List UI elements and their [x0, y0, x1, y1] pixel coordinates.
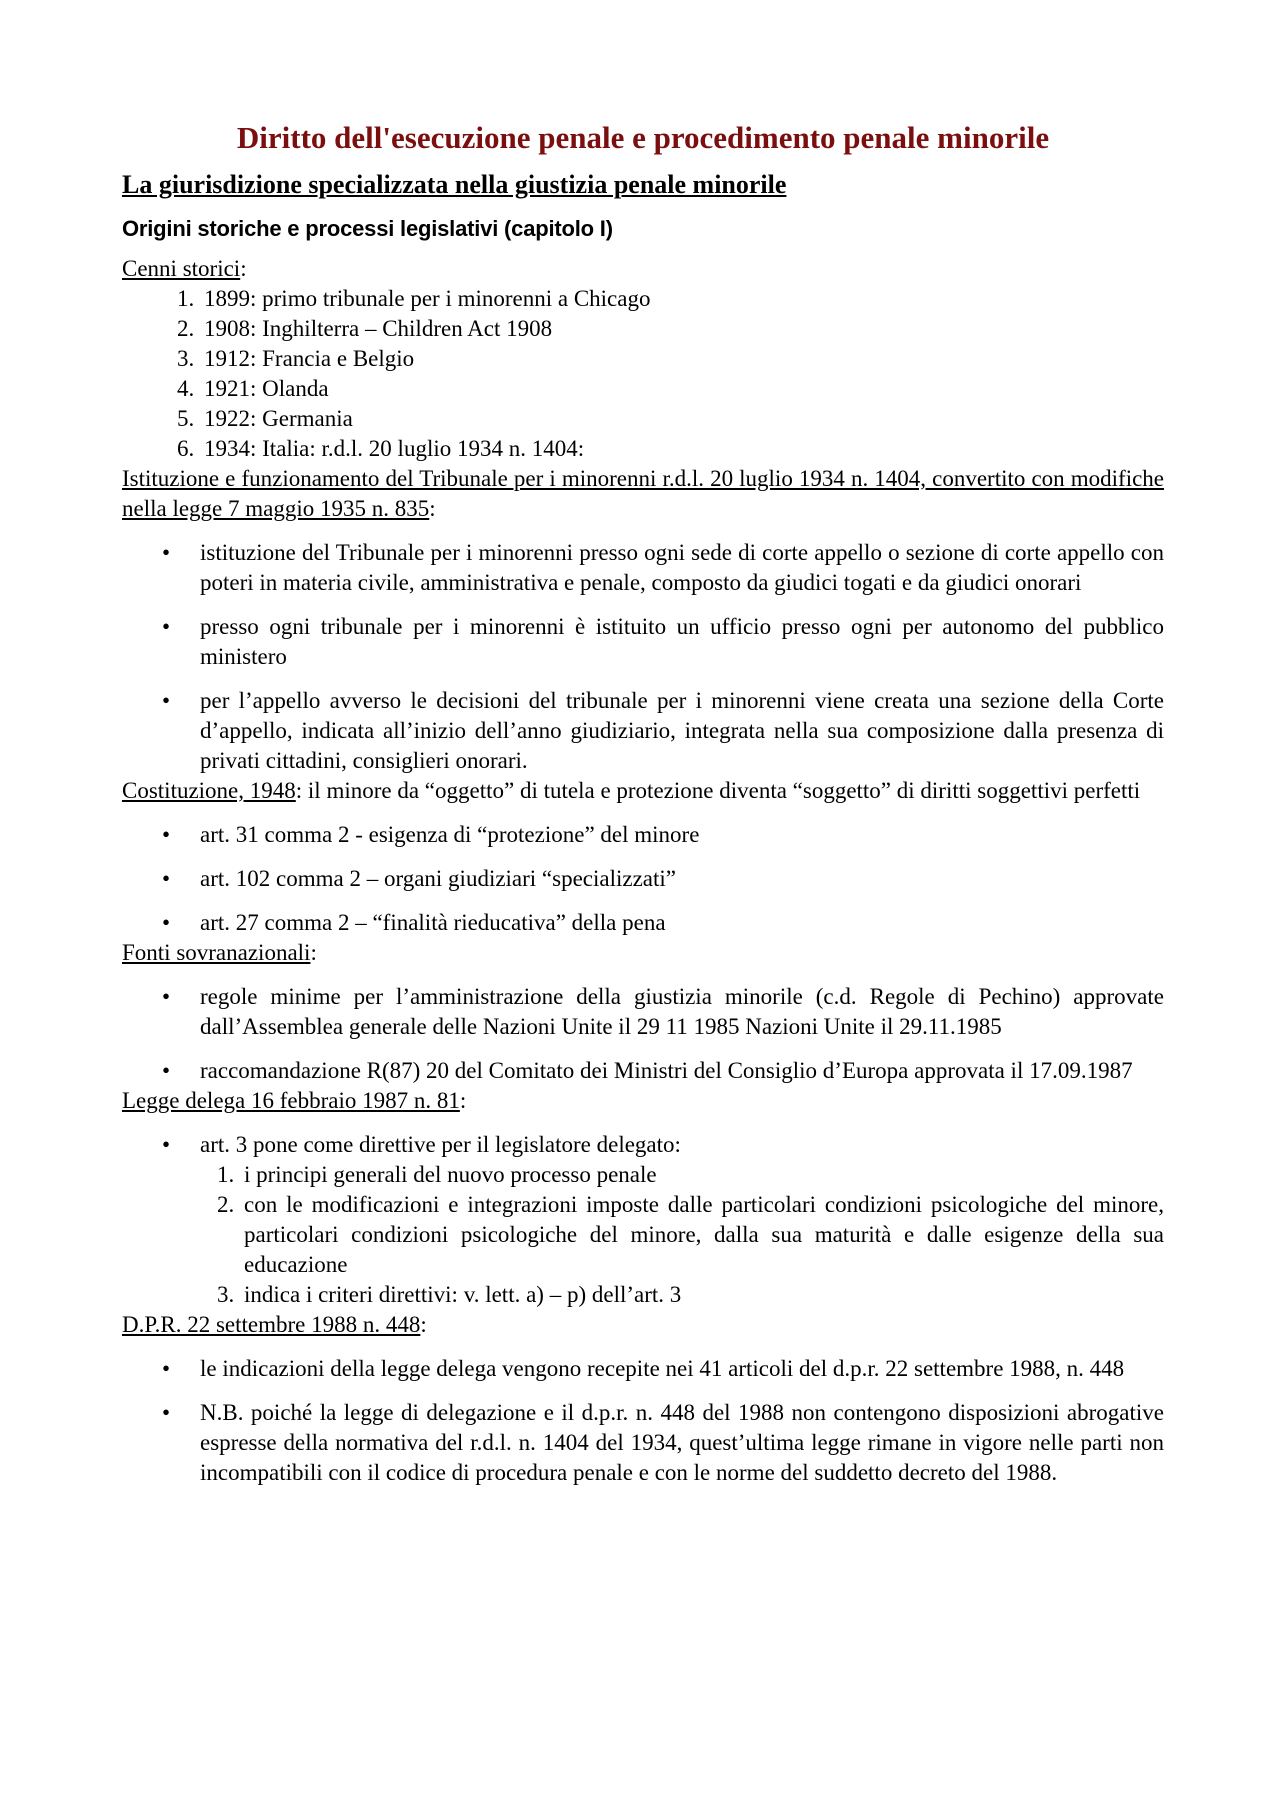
- list-item: [200, 1130, 1164, 1310]
- list-item: 1. 1899: primo tribunale per i minorenni a Chicago: [200, 284, 1164, 314]
- dpr-label: D.P.R. 22 settembre 1988 n. 448: [122, 1312, 421, 1337]
- list-item: 2. 1908: Inghilterra – Children Act 1908: [200, 314, 1164, 344]
- section-heading: Origini storiche e processi legislativi (capitolo I): [122, 216, 613, 241]
- cenni-label: Cenni storici: [122, 256, 241, 281]
- document-content: [122, 118, 1164, 1488]
- fonti-heading: Fonti sovranazionali:: [122, 940, 317, 965]
- list-item: • art. 102 comma 2 – organi giudiziari “specializzati”: [200, 864, 1164, 894]
- dpr-list: [122, 1354, 1164, 1488]
- legge-delega-sublist: [200, 1160, 1164, 1310]
- istituzione-heading: Istituzione e funzionamento del Tribunale per i minorenni r.d.l. 20 luglio 1934 n. 1404, convertito con modifiche nella legge 7 maggio 1935 n. 835:: [122, 466, 1164, 521]
- costituzione-text: : il minore da “oggetto” di tutela e protezione diventa “soggetto” di diritti soggettivi perfetti: [295, 778, 1141, 803]
- list-item: • le indicazioni della legge delega vengono recepite nei 41 articoli del d.p.r. 22 settembre 1988, n. 448: [200, 1354, 1164, 1384]
- list-item: 6. 1934: Italia: r.d.l. 20 luglio 1934 n. 1404:: [200, 434, 1164, 464]
- document-subtitle: La giurisdizione specializzata nella giustizia penale minorile: [122, 170, 787, 199]
- list-item: • istituzione del Tribunale per i minorenni presso ogni sede di corte appello o sezione di corte appello con poteri in materia civile, amministrativa e penale, composto da giudici togati e da giudici onorari: [200, 538, 1164, 598]
- list-item: • presso ogni tribunale per i minorenni è istituito un ufficio presso ogni per autonomo del pubblico ministero: [200, 612, 1164, 672]
- legge-delega-list: [122, 1130, 1164, 1310]
- istituzione-label: Istituzione e funzionamento del Tribunale per i minorenni r.d.l. 20 luglio 1934 n. 1404, convertito con modifiche nella legge 7 maggio 1935 n. 835: [122, 466, 1164, 521]
- list-item: 5. 1922: Germania: [200, 404, 1164, 434]
- cenni-list: [122, 284, 1164, 464]
- list-item: 4. 1921: Olanda: [200, 374, 1164, 404]
- list-item: 3. indica i criteri direttivi: v. lett. a) – p) dell’art. 3: [240, 1280, 1164, 1310]
- list-item: • art. 27 comma 2 – “finalità rieducativa” della pena: [200, 908, 1164, 938]
- list-item: • N.B. poiché la legge di delegazione e il d.p.r. n. 448 del 1988 non contengono disposizioni abrogative espresse della normativa del r.d.l. n. 1404 del 1934, quest’ultima legge rimane in vigore nelle parti non incompatibili con il codice di procedura penale e con le norme del suddetto decreto del 1988.: [200, 1398, 1164, 1488]
- list-item: • art. 31 comma 2 - esigenza di “protezione” del minore: [200, 820, 1164, 850]
- list-item: 3. 1912: Francia e Belgio: [200, 344, 1164, 374]
- list-item: • raccomandazione R(87) 20 del Comitato dei Ministri del Consiglio d’Europa approvata il 17.09.1987: [200, 1056, 1164, 1086]
- costituzione-label: Costituzione, 1948: [122, 778, 296, 803]
- list-item: • regole minime per l’amministrazione della giustizia minorile (c.d. Regole di Pechino) approvate dall’Assemblea generale delle Nazioni Unite il 29 11 1985 Nazioni Unite il 29.11.1985: [200, 982, 1164, 1042]
- list-item: 2. con le modificazioni e integrazioni imposte dalle particolari condizioni psicologiche del minore, particolari condizioni psicologiche del minore, dalla sua maturità e dalle esigenze della sua educazione: [240, 1190, 1164, 1280]
- legge-delega-label: Legge delega 16 febbraio 1987 n. 81: [122, 1088, 460, 1113]
- cenni-heading: Cenni storici:: [122, 256, 247, 281]
- list-item: 1. i principi generali del nuovo processo penale: [240, 1160, 1164, 1190]
- costituzione-list: [122, 820, 1164, 938]
- fonti-list: [122, 982, 1164, 1086]
- istituzione-list: [122, 538, 1164, 776]
- dpr-heading: D.P.R. 22 settembre 1988 n. 448:: [122, 1312, 427, 1337]
- legge-delega-bullet-text: art. 3 pone come direttive per il legislatore delegato:: [200, 1132, 681, 1157]
- fonti-label: Fonti sovranazionali: [122, 940, 311, 965]
- document-title: Diritto dell'esecuzione penale e procedimento penale minorile: [236, 120, 1050, 155]
- legge-delega-heading: Legge delega 16 febbraio 1987 n. 81:: [122, 1088, 467, 1113]
- costituzione-paragraph: [122, 776, 1164, 806]
- list-item: • per l’appello avverso le decisioni del tribunale per i minorenni viene creata una sezione della Corte d’appello, indicata all’inizio dell’anno giudiziario, integrata nella sua composizione dalla presenza di privati cittadini, consiglieri onorari.: [200, 686, 1164, 776]
